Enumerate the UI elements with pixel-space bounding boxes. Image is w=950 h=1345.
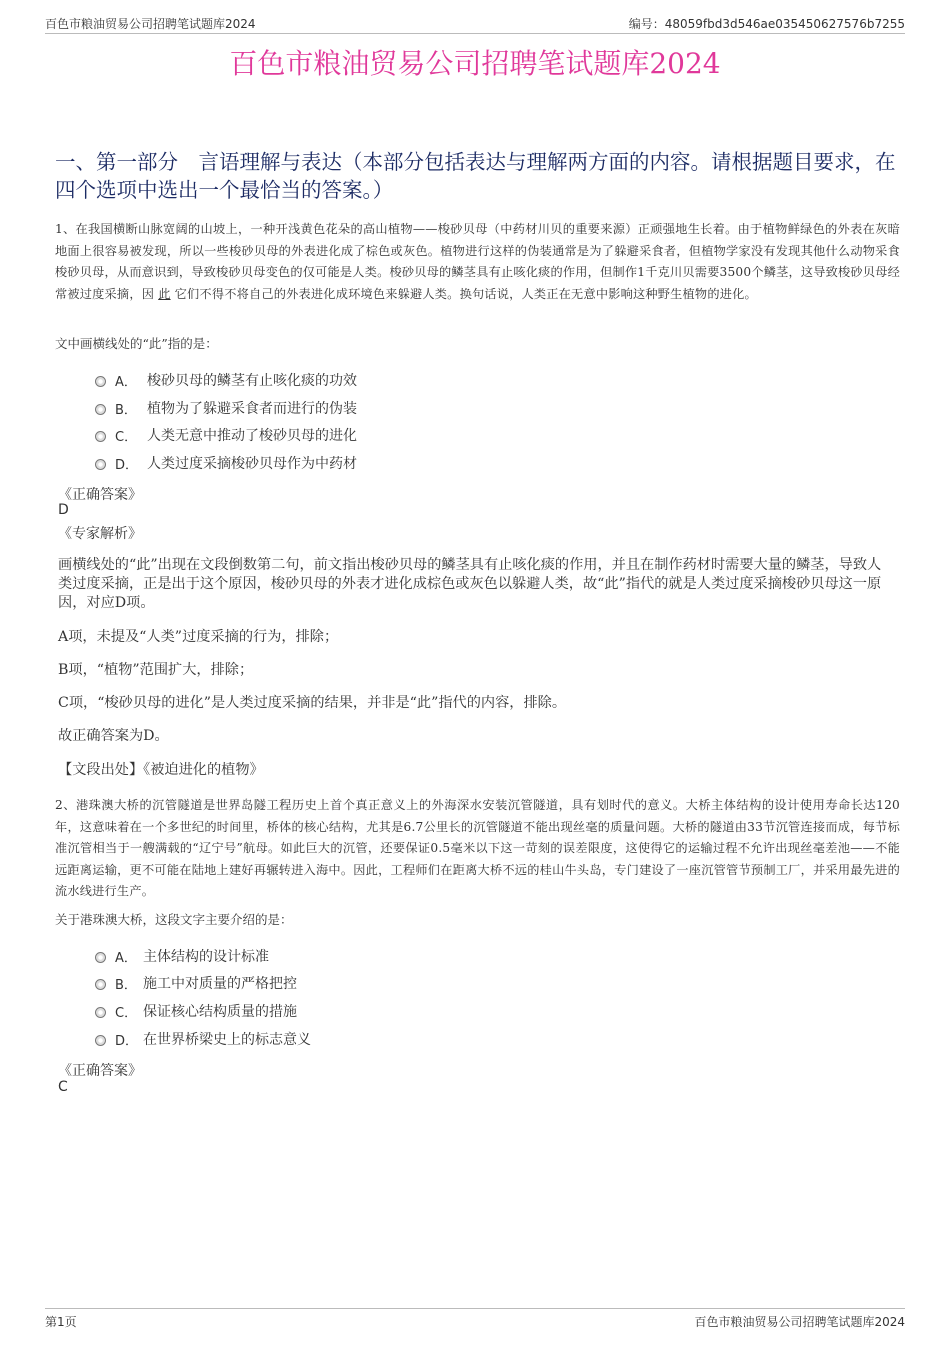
header-divider xyxy=(45,33,905,34)
q1-passage-underlined: 此 xyxy=(158,286,171,301)
option-text: 保证核心结构质量的措施 xyxy=(143,1004,297,1020)
footer-page-number: 第1页 xyxy=(45,1315,77,1329)
option-letter: A． xyxy=(115,950,137,966)
option-letter: D． xyxy=(115,1033,139,1049)
option-letter: C． xyxy=(115,1005,138,1021)
radio-icon[interactable] xyxy=(95,459,106,470)
option-letter: A． xyxy=(115,374,137,390)
q1-option-d[interactable] xyxy=(95,453,357,473)
q1-analysis-main: 画横线处的“此”出现在文段倒数第二句，前文指出梭砂贝母的鳞茎具有止咳化痰的作用，并且在制作药材时需要大量的鳞茎，导致人类过度采摘，正是出于这个原因，梭砂贝母的外表才进化成棕色或灰色以躲避人类，故“此”指代的就是人类过度采摘梭砂贝母这一原因，对应D项。 xyxy=(58,557,882,611)
q1-option-a[interactable] xyxy=(95,370,357,390)
q1-answer: D xyxy=(58,502,69,518)
option-letter: B． xyxy=(115,977,137,993)
q2-option-a[interactable] xyxy=(95,946,269,966)
q2-question: 关于港珠澳大桥，这段文字主要介绍的是： xyxy=(55,912,293,927)
option-text: 在世界桥梁史上的标志意义 xyxy=(143,1032,311,1048)
option-letter: B． xyxy=(115,402,137,418)
option-text: 植物为了躲避采食者而进行的伪装 xyxy=(147,401,357,417)
q1-question: 文中画横线处的“此”指的是： xyxy=(55,336,218,351)
option-letter: D． xyxy=(115,457,139,473)
q1-analysis-label: 《专家解析》 xyxy=(58,526,142,542)
q1-passage-after: 它们不得不将自己的外表进化成环境色来躲避人类。换句话说，人类正在无意中影响这种野生植物的进化。 xyxy=(170,286,757,301)
section-heading: 一、第一部分 言语理解与表达（本部分包括表达与理解两方面的内容。请根据题目要求，在四个选项中选出一个最恰当的答案。） xyxy=(55,150,896,202)
q2-option-c[interactable] xyxy=(95,1001,297,1021)
radio-icon[interactable] xyxy=(95,404,106,415)
q2-answer-label: 《正确答案》 xyxy=(58,1063,142,1079)
footer-doc-title: 百色市粮油贸易公司招聘笔试题库2024 xyxy=(694,1315,905,1329)
q2-answer: C xyxy=(58,1079,68,1095)
q2-option-b[interactable] xyxy=(95,973,297,993)
q1-passage-before: 1、在我国横断山脉宽阔的山坡上，一种开浅黄色花朵的高山植物——梭砂贝母（中药材川贝的重要来源）正顽强地生长着。由于植物鲜绿色的外表在灰暗地面上很容易被发现，所以一些梭砂贝母的外表进化成了棕色或灰色。植物进行这样的伪装通常是为了躲避采食者，但植物学家没有发现其他什么动物采食梭砂贝母，从而意识到，导致梭砂贝母变色的仅可能是人类。梭砂贝母的鳞茎具有止咳化痰的作用，但制作1千克川贝需要3500个鳞茎，这导致梭砂贝母经常被过度采摘，因 xyxy=(55,222,900,301)
q2-passage: 2、港珠澳大桥的沉管隧道是世界岛隧工程历史上首个真正意义上的外海深水安装沉管隧道，具有划时代的意义。大桥主体结构的设计使用寿命长达120年，这意味着在一个多世纪的时间里，桥体的核心结构，尤其是6.7公里长的沉管隧道不能出现丝毫的质量问题。大桥的隧道由33节沉管连接而成，每节标准沉管相当于一艘满载的“辽宁号”航母。如此巨大的沉管，还要保证0.5毫米以下这一苛刻的误差限度，这使得它的运输过程不允许出现丝毫差池——不能远距离运输，更不可能在陆地上建好再辗转进入海中。因此，工程师们在距离大桥不远的桂山牛头岛，专门建设了一座沉管管节预制工厂，并采用最先进的流水线进行生产。 xyxy=(55,798,900,898)
radio-icon[interactable] xyxy=(95,1035,106,1046)
q1-analysis-b: B项，“植物”范围扩大，排除； xyxy=(58,662,254,678)
q1-analysis-a: A项，未提及“人类”过度采摘的行为，排除； xyxy=(58,629,339,645)
radio-icon[interactable] xyxy=(95,979,106,990)
option-text: 主体结构的设计标准 xyxy=(143,949,269,965)
q2-option-d[interactable] xyxy=(95,1029,311,1049)
header-doc-number: 编号：48059fbd3d546ae035450627576b7255 xyxy=(628,17,905,31)
page-title: 百色市粮油贸易公司招聘笔试题库2024 xyxy=(229,47,721,80)
option-text: 施工中对质量的严格把控 xyxy=(143,976,297,992)
header-doc-title: 百色市粮油贸易公司招聘笔试题库2024 xyxy=(45,17,256,31)
option-text: 梭砂贝母的鳞茎有止咳化痰的功效 xyxy=(147,373,357,389)
option-text: 人类过度采摘梭砂贝母作为中药材 xyxy=(147,456,357,472)
q1-analysis-conclusion: 故正确答案为D。 xyxy=(58,728,169,744)
radio-icon[interactable] xyxy=(95,376,106,387)
q1-option-c[interactable] xyxy=(95,425,357,445)
q1-analysis-c: C项，“梭砂贝母的进化”是人类过度采摘的结果，并非是“此”指代的内容，排除。 xyxy=(58,695,567,711)
footer-divider xyxy=(45,1308,905,1309)
radio-icon[interactable] xyxy=(95,952,106,963)
q1-option-b[interactable] xyxy=(95,398,357,418)
option-text: 人类无意中推动了梭砂贝母的进化 xyxy=(147,428,357,444)
q1-answer-label: 《正确答案》 xyxy=(58,487,142,503)
q1-passage xyxy=(55,219,900,305)
radio-icon[interactable] xyxy=(95,431,106,442)
option-letter: C． xyxy=(115,429,138,445)
q1-source: 【文段出处】《被迫进化的植物》 xyxy=(58,762,264,778)
radio-icon[interactable] xyxy=(95,1007,106,1018)
